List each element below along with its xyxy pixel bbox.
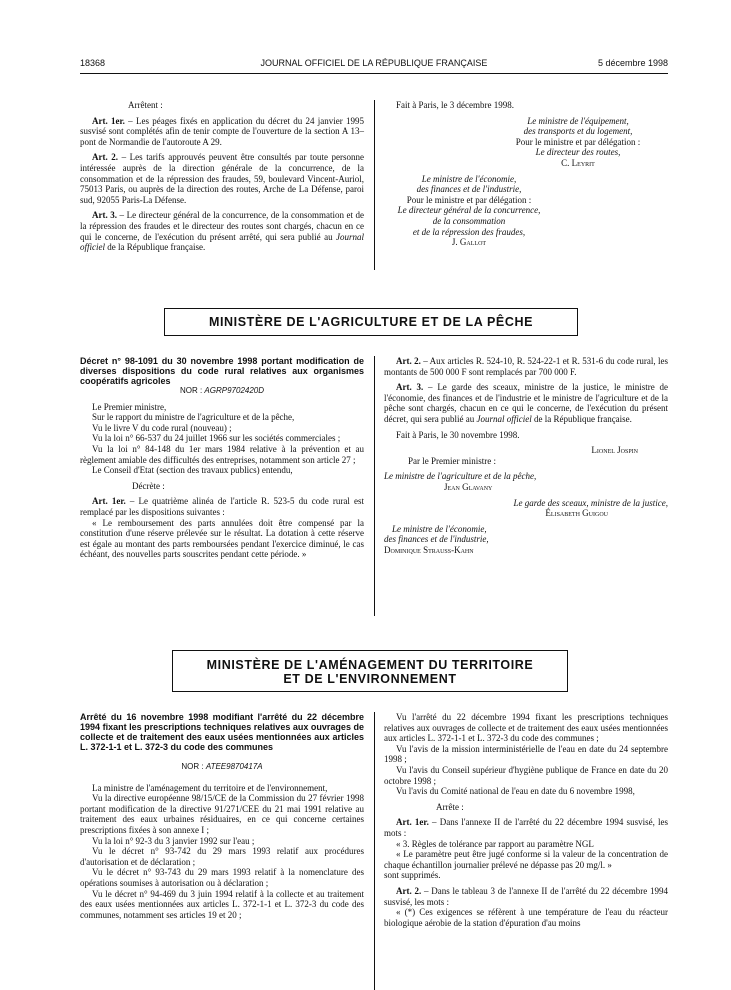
- arrete-para: Vu la directive européenne 98/15/CE de la Commission du 27 février 1998 portant modification de la directive 91/271/CEE du 21 mai 1991 relative au traitement des eaux urbaines résiduaires, en ce qui concerne certaines prescriptions fixées à son annexe I ;: [80, 793, 364, 835]
- decret-article-3: Art. 3. – Le garde des sceaux, ministre de la justice, le ministre de l'économie, des finances et de l'industrie et le ministre de l'agriculture et de la pêche sont chargés, chacun en ce qui le concerne, de l'exécution du présent décret, qui sera publié au Journal officiel de la République française.: [384, 382, 668, 424]
- justice-minister-name: Élisabeth Guigou: [545, 508, 608, 519]
- arrete-quote: « Le paramètre peut être jugé conforme si la valeur de la concentration de chaque échantillon journalier prélevé ne dépasse pas 20 mg/l. »: [384, 849, 668, 870]
- top-article-2: Art. 2. – Les tarifs approuvés peuvent être consultés par toute personne intéressée auprès de la direction générale de la concurrence, de la consommation et de la répression des fraudes, 59, boulevard Vincent-Auriol, 75013 Paris, ou auprès de la direction des routes, Arche de La Défense, paroi sud, 92055 Paris-La Défense.: [80, 152, 364, 205]
- eco-minister-name: Dominique Strauss-Kahn: [384, 544, 474, 555]
- arretent-line: Arrêtent :: [128, 100, 163, 110]
- arrete-para: La ministre de l'aménagement du territoire et de l'environnement,: [92, 782, 328, 793]
- agri-minister: Le ministre de l'agriculture et de la pêche,: [384, 471, 537, 482]
- fait-line: Fait à Paris, le 3 décembre 1998.: [396, 100, 514, 110]
- decret-left-column: [80, 356, 364, 560]
- header-rule: [80, 73, 668, 74]
- decret-para: Sur le rapport du ministre de l'agriculture et de la pêche,: [92, 412, 295, 423]
- arrete-para: Vu l'arrêté du 22 décembre 1994 fixant les prescriptions techniques relatives aux ouvrages de collecte et de traitement des eaux usées mentionnées aux articles L. 372-1-1 et L. 372-3 du code des communes ;: [384, 712, 668, 744]
- decret-quote: « Le remboursement des parts annulées doit être compensé par la constitution d'une réserve prélevée sur le résultat. La dotation à cette réserve est égale au montant des parts remboursées pendant l'exercice diminué, le cas échéant, des nouvelles parts souscrites pendant cette période. »: [80, 517, 364, 560]
- column-divider: [374, 712, 375, 990]
- arrete-article-1: Art. 1er. – Dans l'annexe II de l'arrêté du 22 décembre 1994 susvisé, les mots :: [384, 817, 668, 838]
- decret-article-1: Art. 1er. – Le quatrième alinéa de l'article R. 523-5 du code rural est remplacé par les dispositions suivantes :: [80, 496, 364, 517]
- decret-fait: Fait à Paris, le 30 novembre 1998.: [396, 429, 520, 440]
- decret-title: Décret n° 98-1091 du 30 novembre 1998 portant modification de diverses dispositions du code rural relatives aux organismes coopératifs agricoles: [80, 356, 364, 386]
- agri-minister-name: Jean Glavany: [444, 481, 493, 492]
- arrete-para: Vu l'avis du Comité national de l'eau en date du 6 novembre 1998,: [396, 786, 635, 797]
- arrete-right-column: [384, 712, 668, 928]
- arrete-para: Vu le décret n° 93-743 du 29 mars 1993 relatif à la nomenclature des opérations soumises à autorisation ou à déclaration ;: [80, 867, 364, 888]
- decret-nor: NOR : AGRP9702420D: [179, 386, 265, 395]
- justice-minister: Le garde des sceaux, ministre de la justice,: [513, 497, 668, 508]
- issue-date: 5 décembre 1998: [597, 58, 668, 68]
- par-pm: Par le Premier ministre :: [408, 455, 496, 466]
- signature-block-2: Le ministre de l'économie, des finances et de l'industrie, Pour le ministre et par délégation : Le directeur général de la concurrence, de la consommation et de la répression des fraudes, J. Gallot: [397, 173, 541, 248]
- journal-title: JOURNAL OFFICIEL DE LA RÉPUBLIQUE FRANÇAISE: [260, 58, 488, 68]
- arrete-quote: « (*) Ces exigences se réfèrent à une température de l'eau du réacteur biologique aérobie de la station d'épuration d'au moins: [384, 907, 668, 928]
- decret-para: Le Premier ministre,: [92, 401, 167, 412]
- arrete-title: Arrêté du 16 novembre 1998 modifiant l'arrêté du 22 décembre 1994 fixant les prescriptions techniques relatives aux ouvrages de collecte et de traitement des eaux usées mentionnées aux articles L. 372-1-1 et L. 372-3 du code des communes: [80, 712, 364, 752]
- decrete-line: Décrète :: [132, 480, 165, 491]
- arrete-para: Vu le décret n° 94-469 du 3 juin 1994 relatif à la collecte et au traitement des eaux usées mentionnées aux articles L. 372-1-1 et L. 372-3 du code des communes, notamment ses articles 19 et 20 ;: [80, 888, 364, 920]
- arrete-label: Arrête :: [436, 801, 464, 812]
- top-article-3: Art. 3. – Le directeur général de la concurrence, de la consommation et de la répression des fraudes et le directeur des routes sont chargés, chacun en ce qui le concerne, de l'exécution du présent arrêté, qui sera publié au Journal officiel de la République française.: [80, 210, 364, 253]
- signature-block-1: Le ministre de l'équipement, des transports et du logement, Pour le ministre et par délégation : Le directeur des routes, C. Leyrit: [515, 115, 641, 168]
- decret-para: Vu la loi n° 84-148 du 1er mars 1984 relative à la prévention et au règlement amiable des difficultés des entreprises, notamment son article 27 ;: [80, 443, 364, 465]
- arrete-nor: NOR : ATEE9870417A: [181, 762, 263, 771]
- decret-article-2: Art. 2. – Aux articles R. 524-10, R. 524-22-1 et R. 531-6 du code rural, les montants de 500 000 F sont remplacés par 700 000 F.: [384, 356, 668, 377]
- arrete-article-2: Art. 2. – Dans le tableau 3 de l'annexe II de l'arrêté du 22 décembre 1994 susvisé, les mots :: [384, 885, 668, 907]
- arrete-quote: « 3. Règles de tolérance par rapport au paramètre NGL: [396, 838, 594, 849]
- column-divider: [374, 100, 375, 270]
- ministry-agriculture-heading: MINISTÈRE DE L'AGRICULTURE ET DE LA PÊCHE: [164, 308, 578, 336]
- arrete-left-column: [80, 712, 364, 920]
- top-right-column: [384, 100, 668, 248]
- arrete-quote: sont supprimés.: [384, 870, 441, 881]
- page-header: [80, 58, 668, 72]
- column-divider: [374, 356, 375, 616]
- arrete-para: Vu l'avis du Conseil supérieur d'hygiène publique de France en date du 20 octobre 1998 ;: [384, 764, 668, 786]
- decret-right-column: [384, 356, 668, 556]
- arrete-para: Vu la loi n° 92-3 du 3 janvier 1992 sur l'eau ;: [92, 835, 255, 846]
- top-left-column: [80, 100, 364, 253]
- page-number: 18368: [80, 58, 106, 68]
- top-article-1: Art. 1er. – Les péages fixés en application du décret du 24 janvier 1995 susvisé sont complétés afin de tenir compte de l'ouverture de la section A 13–pont de Normandie de l'autoroute A 29.: [80, 115, 364, 147]
- decret-para: Vu la loi n° 66-537 du 24 juillet 1966 sur les sociétés commerciales ;: [92, 433, 341, 444]
- decret-para: Le Conseil d'Etat (section des travaux publics) entendu,: [92, 465, 293, 476]
- pm-signature: Lionel Jospin: [591, 445, 638, 456]
- arrete-para: Vu le décret n° 93-742 du 29 mars 1993 relatif aux procédures d'autorisation et de déclaration ;: [80, 846, 364, 867]
- decret-para: Vu le livre V du code rural (nouveau) ;: [92, 422, 232, 433]
- arrete-para: Vu l'avis de la mission interministérielle de l'eau en date du 24 septembre 1998 ;: [384, 743, 668, 765]
- eco-minister: Le ministre de l'économie,: [392, 523, 487, 534]
- ministry-environment-heading: MINISTÈRE DE L'AMÉNAGEMENT DU TERRITOIRE ET DE L'ENVIRONNEMENT: [172, 650, 568, 692]
- eco-minister-2: des finances et de l'industrie,: [384, 534, 489, 545]
